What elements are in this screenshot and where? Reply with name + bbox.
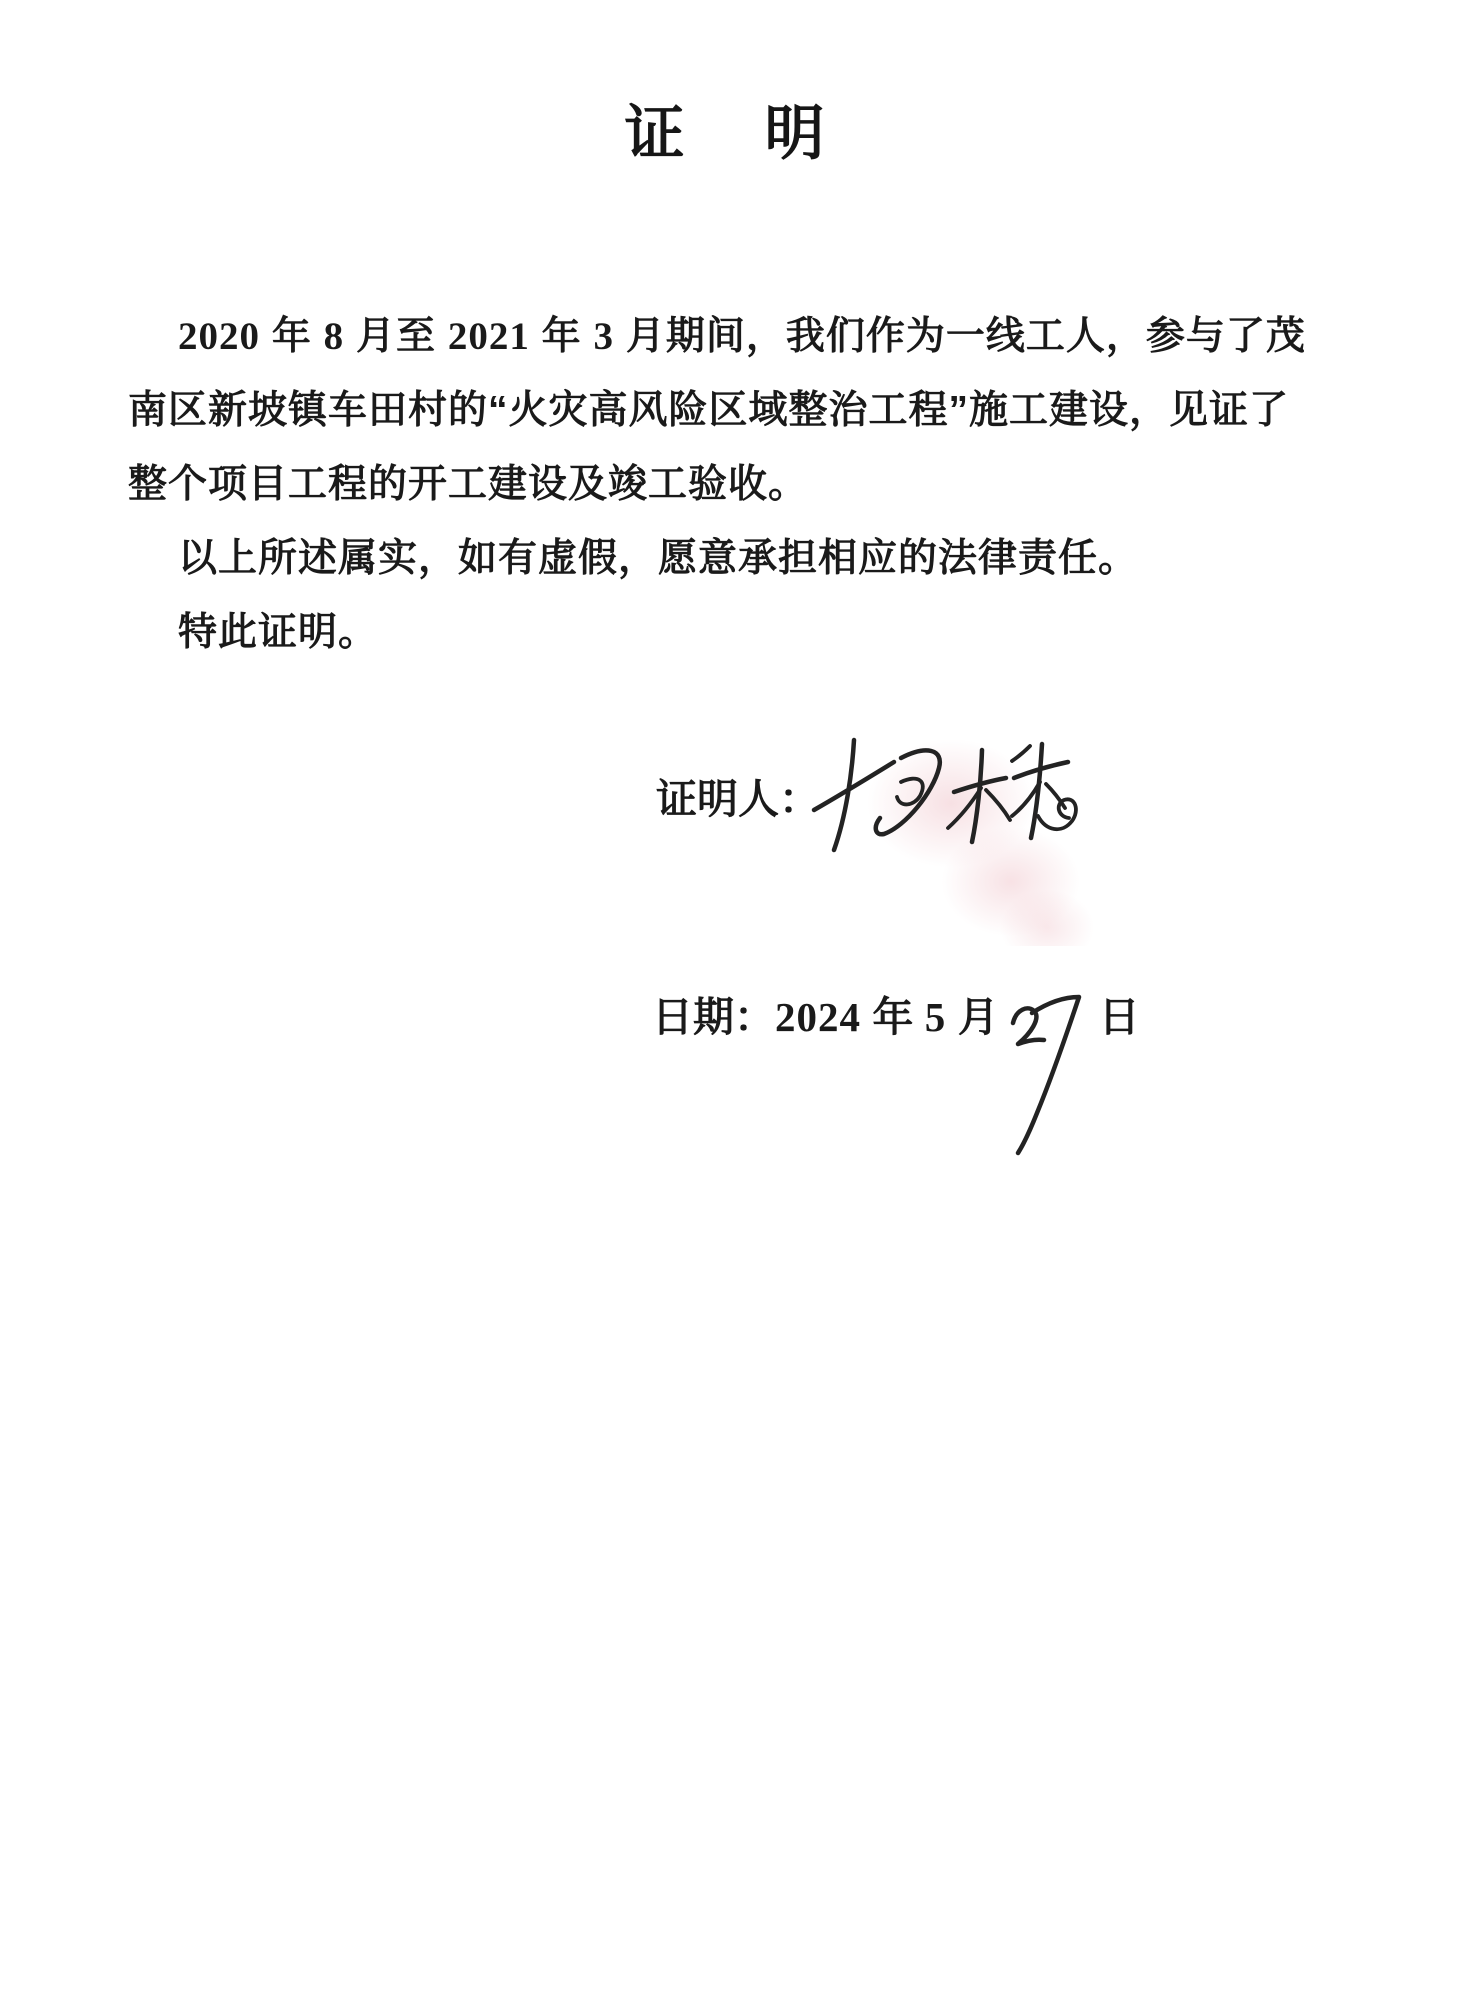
date-row (652, 984, 1140, 1043)
handwritten-signature (804, 718, 1089, 903)
body-line: 特此证明。 (178, 611, 379, 654)
body-line: 整个项目工程的开工建设及竣工验收。 (128, 463, 809, 506)
body-line: 以上所述属实，如有虚假，愿意承担相应的法律责任。 (178, 537, 1139, 580)
page-title: 证 明 (624, 101, 835, 167)
signer-label: 证明人： (656, 776, 820, 822)
body-line: 南区新坡镇车田村的“火灾高风险区域整治工程”施工建设，见证了 (128, 389, 1290, 432)
signature-row (656, 766, 820, 825)
date-suffix: 日 (1098, 994, 1140, 1040)
body-line: 2020 年 8 月至 2021 年 3 月期间，我们作为一线工人，参与了茂 (178, 315, 1306, 358)
date-prefix: 日期：2024 年 5 月 (652, 994, 999, 1040)
document-body (128, 300, 1368, 670)
handwritten-day (1005, 991, 1093, 1166)
